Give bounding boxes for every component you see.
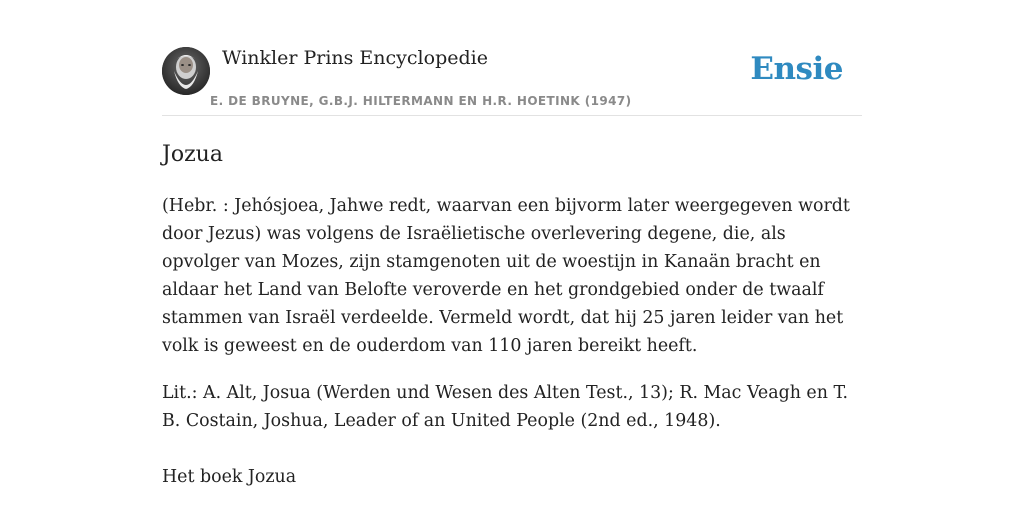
literature-reference: Lit.: A. Alt, Josua (Werden und Wesen des Alten Test., 13); R. Mac Veagh en T. B. Costain, Joshua, Leader of an United People (2nd ed., 1948). — [162, 383, 849, 431]
authors-byline: E. DE BRUYNE, G.B.J. HILTERMANN EN H.R. HOETINK (1947) — [210, 94, 632, 108]
related-article-link[interactable]: Het boek Jozua — [162, 467, 297, 487]
header — [162, 0, 862, 116]
article-body: (Hebr. : Jehósjoea, Jahwe redt, waarvan een bijvorm later weergegeven wordt door Jezus) was volgens de Israëlietische overlevering degene, die, als opvolger van Mozes, zijn stamgenoten uit de woestijn in Kanaän bracht en aldaar het Land van Belofte veroverde en het grondgebied onder de twaalf stammen van Israël verdeelde. Vermeld wordt, dat hij 25 jaren leider van het volk is geweest en de ouderdom van 110 jaren bereikt heeft. — [162, 196, 850, 356]
page — [162, 0, 862, 487]
author-avatar-icon[interactable] — [162, 47, 210, 95]
encyclopedia-title-link[interactable]: Winkler Prins Encyclopedie — [222, 47, 488, 69]
ensie-logo-link[interactable]: Ensie — [750, 51, 843, 87]
article-title: Jozua — [162, 142, 223, 167]
